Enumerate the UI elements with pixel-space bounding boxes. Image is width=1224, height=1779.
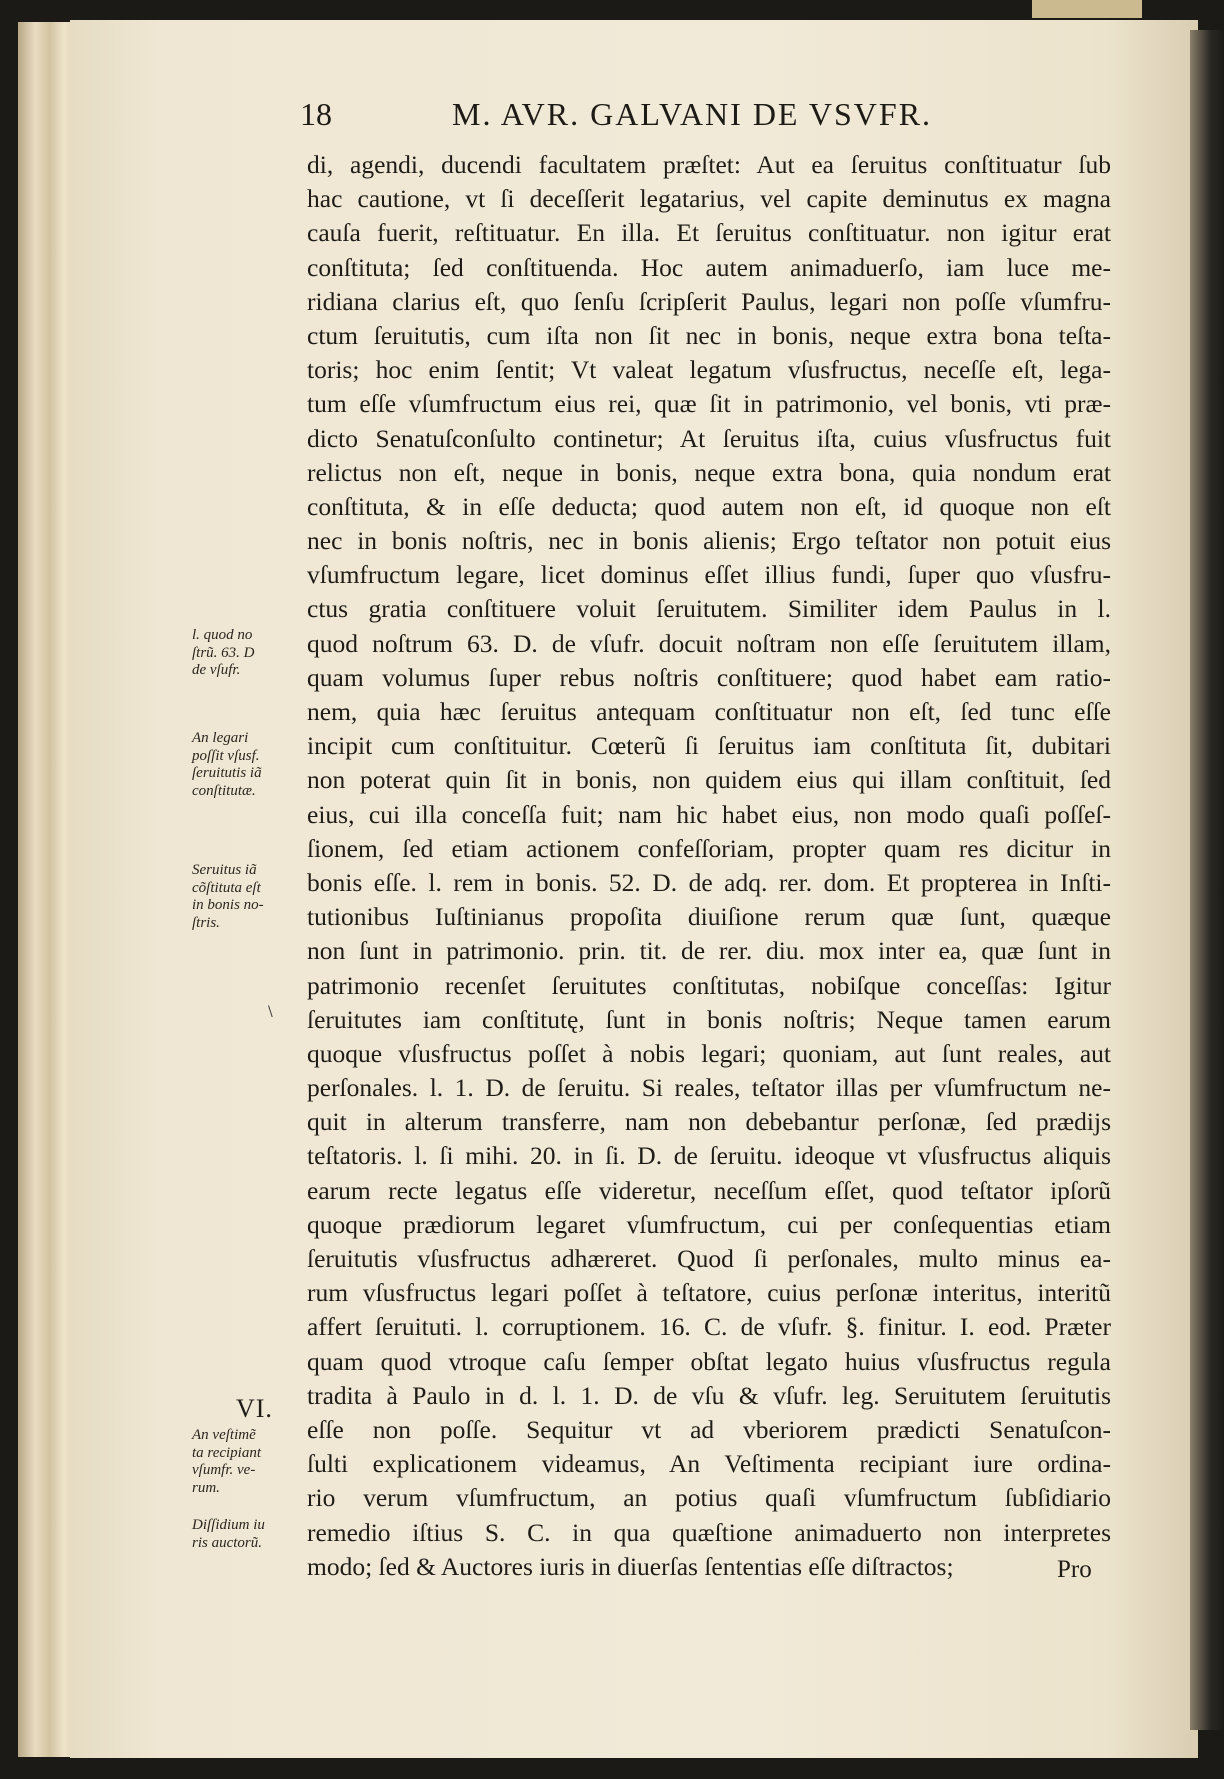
text-line: conſtituta, & in eſſe deducta; quod autem non eſt, id quoque non eſt <box>307 491 1111 521</box>
margin-note-line: l. quod no <box>192 627 253 643</box>
margin-note-line: Diſſidium iu <box>192 1517 265 1533</box>
margin-note-line: conſtitutæ. <box>192 782 256 799</box>
text-line: quam volumus ſuper rebus noſtris conſtituere; quod habet eam ratio- <box>307 662 1111 692</box>
margin-note-5 <box>192 1517 302 1552</box>
text-line: patrimonio recenſet ſeruitutes conſtitutas, nobiſque conceſſas: Igitur <box>307 970 1111 1000</box>
text-line: ſulti explicationem videamus, An Veſtimenta recipiant iure ordina- <box>307 1449 1111 1479</box>
margin-note-line: ſeruitutis iã <box>192 765 262 781</box>
text-line: modo; ſed & Auctores iuris in diuerſas ſententias eſſe diſtractos; <box>307 1551 954 1581</box>
margin-note-line: Seruitus iã <box>192 862 257 878</box>
text-line: ridiana clarius eſt, quo ſenſu ſcripſerit Paulus, legari non poſſe vſumfru- <box>307 286 1111 316</box>
margin-note-1 <box>192 627 302 680</box>
text-line: hac cautione, vt ſi deceſſerit legatarius, vel capite deminutus ex magna <box>307 184 1111 214</box>
text-line: teſtatoris. l. ſi mihi. 20. in ſi. D. de ſeruitu. ideoque vt vſusfructus aliquis <box>307 1141 1111 1171</box>
text-line: nec in bonis noſtris, nec in bonis alienis; Ergo teſtator non potuit eius <box>307 526 1111 556</box>
catchword: Pro <box>1057 1556 1092 1583</box>
margin-note-line: ſtris. <box>192 914 220 931</box>
margin-note-line: vſumfr. ve- <box>192 1462 256 1478</box>
text-line: rum vſusfructus legari poſſet à teſtatore, cuius perſonæ interitus, interitũ <box>307 1278 1111 1308</box>
text-line: nem, quia hæc ſeruitus antequam conſtituatur non eſt, ſed tunc eſſe <box>307 697 1111 726</box>
margin-note-line: in bonis no- <box>192 897 264 913</box>
text-line: affert ſeruituti. l. corruptionem. 16. C. de vſufr. §. finitur. I. eod. Præter <box>307 1312 1111 1342</box>
page-stack-edge <box>18 22 76 1757</box>
section-number: VI. <box>236 1394 273 1423</box>
text-line: toris; hoc enim ſentit; Vt valeat legatum vſusfructus, neceſſe eſt, lega- <box>307 355 1111 385</box>
text-line: ctum ſeruitutis, cum iſta non ſit nec in bonis, neque extra bona teſta- <box>307 320 1111 350</box>
text-line: tutionibus Iuſtinianus propoſita diuiſione rerum quæ ſunt, quæque <box>307 902 1111 932</box>
text-line: dicto Senatuſconſulto continetur; At ſeruitus iſta, cuius vſusfructus fuit <box>307 423 1111 453</box>
text-line: di, agendi, ducendi facultatem præſtet: Aut ea ſeruitus conſtituatur ſub <box>307 150 1111 179</box>
margin-note-line: cõſtituta eſt <box>192 879 261 896</box>
text-line: relictus non eſt, neque in bonis, neque extra bona, quia nondum erat <box>307 457 1111 487</box>
text-line: ctus gratia conſtituere voluit ſeruitutem. Similiter idem Paulus in l. <box>307 594 1111 624</box>
text-line: bonis eſſe. l. rem in bonis. 52. D. de adq. rer. dom. Et propterea in Inſti- <box>307 867 1111 897</box>
text-line: cauſa fuerit, reſtituatur. En illa. Et ſeruitus conſtituatur. non igitur erat <box>307 218 1111 248</box>
text-line: quoque vſusfructus poſſet à nobis legari; quoniam, aut ſunt reales, aut <box>307 1038 1111 1068</box>
margin-note-line: An legari <box>192 730 249 746</box>
text-line: non poterat quin ſit in bonis, non quidem eius qui illam conſtituit, ſed <box>307 765 1111 795</box>
margin-note-4 <box>192 1427 302 1497</box>
text-line: quod noſtrum 63. D. de vſufr. docuit noſtram non eſſe ſeruitutem illam, <box>307 628 1111 658</box>
text-line: ſionem, ſed etiam actionem confeſſoriam, propter quam res dicitur in <box>307 833 1111 863</box>
margin-note-2 <box>192 730 302 800</box>
text-line: remedio iſtius S. C. in qua quæſtione animaduerto non interpretes <box>307 1517 1111 1547</box>
gutter-shadow <box>1190 30 1224 1730</box>
text-line: perſonales. l. 1. D. de ſeruitu. Si reales, teſtator illas per vſumfructum ne- <box>307 1073 1111 1103</box>
margin-note-line: rum. <box>192 1479 220 1496</box>
text-line: ſeruitutes iam conſtitutę, ſunt in bonis noſtris; Neque tamen earum <box>307 1004 1111 1034</box>
margin-note-line: de vſufr. <box>192 662 241 678</box>
text-line: vſumfructum legare, licet dominus eſſet illius fundi, ſuper quo vſusfru- <box>307 560 1111 590</box>
margin-note-3 <box>192 862 302 932</box>
text-line: conſtituta; ſed conſtituenda. Hoc autem animaduerſo, iam luce me- <box>307 252 1111 282</box>
text-line: ſeruitutis vſusfructus adhæreret. Quod ſi perſonales, multo minus ea- <box>307 1244 1111 1273</box>
text-line: incipit cum conſtituitur. Cœterũ ſi ſeruitus iam conſtituta ſit, dubitari <box>307 731 1111 761</box>
margin-note-line: ſtrũ. 63. D <box>192 644 255 661</box>
text-line: earum recte legatus eſſe videretur, neceſſum eſſet, quod teſtator ipſorũ <box>307 1175 1111 1205</box>
text-line: eſſe non poſſe. Sequitur vt ad vberiorem prædicti Senatuſcon- <box>307 1414 1111 1444</box>
text-line: non ſunt in patrimonio. prin. tit. de rer. diu. mox inter ea, quæ ſunt in <box>307 936 1111 966</box>
text-line: tum eſſe vſumfructum eius rei, quæ ſit in patrimonio, vel bonis, vti præ- <box>307 389 1111 419</box>
running-head <box>300 96 1010 136</box>
text-line: eius, cui illa conceſſa fuit; nam hic habet eius, non modo quaſi poſſeſ- <box>307 799 1111 829</box>
margin-note-line: ta recipiant <box>192 1444 262 1461</box>
running-title: M. AVR. GALVANI DE VSVFR. <box>452 96 933 132</box>
text-line: quam quod vtroque caſu ſemper obſtat legato huius vſusfructus regula <box>307 1346 1111 1376</box>
page-number: 18 <box>300 96 332 132</box>
body-text <box>307 148 1111 1584</box>
margin-note-line: ris auctorũ. <box>192 1534 263 1551</box>
text-line: quoque prædiorum legaret vſumfructum, cui per conſequentias etiam <box>307 1209 1111 1239</box>
text-line: quit in alterum transferre, nam non debebantur perſonæ, ſed prædijs <box>307 1107 1111 1137</box>
margin-note-line: poſſit vſusf. <box>192 747 260 764</box>
pen-mark: \ <box>268 1004 273 1020</box>
text-line: rio verum vſumfructum, an potius quaſi vſumfructum ſubſidiario <box>307 1483 1111 1513</box>
ribbon-tab <box>1032 0 1142 18</box>
margin-note-line: An veſtimẽ <box>192 1427 256 1443</box>
text-line: tradita à Paulo in d. l. 1. D. de vſu & vſufr. leg. Seruitutem ſeruitutis <box>307 1380 1111 1410</box>
